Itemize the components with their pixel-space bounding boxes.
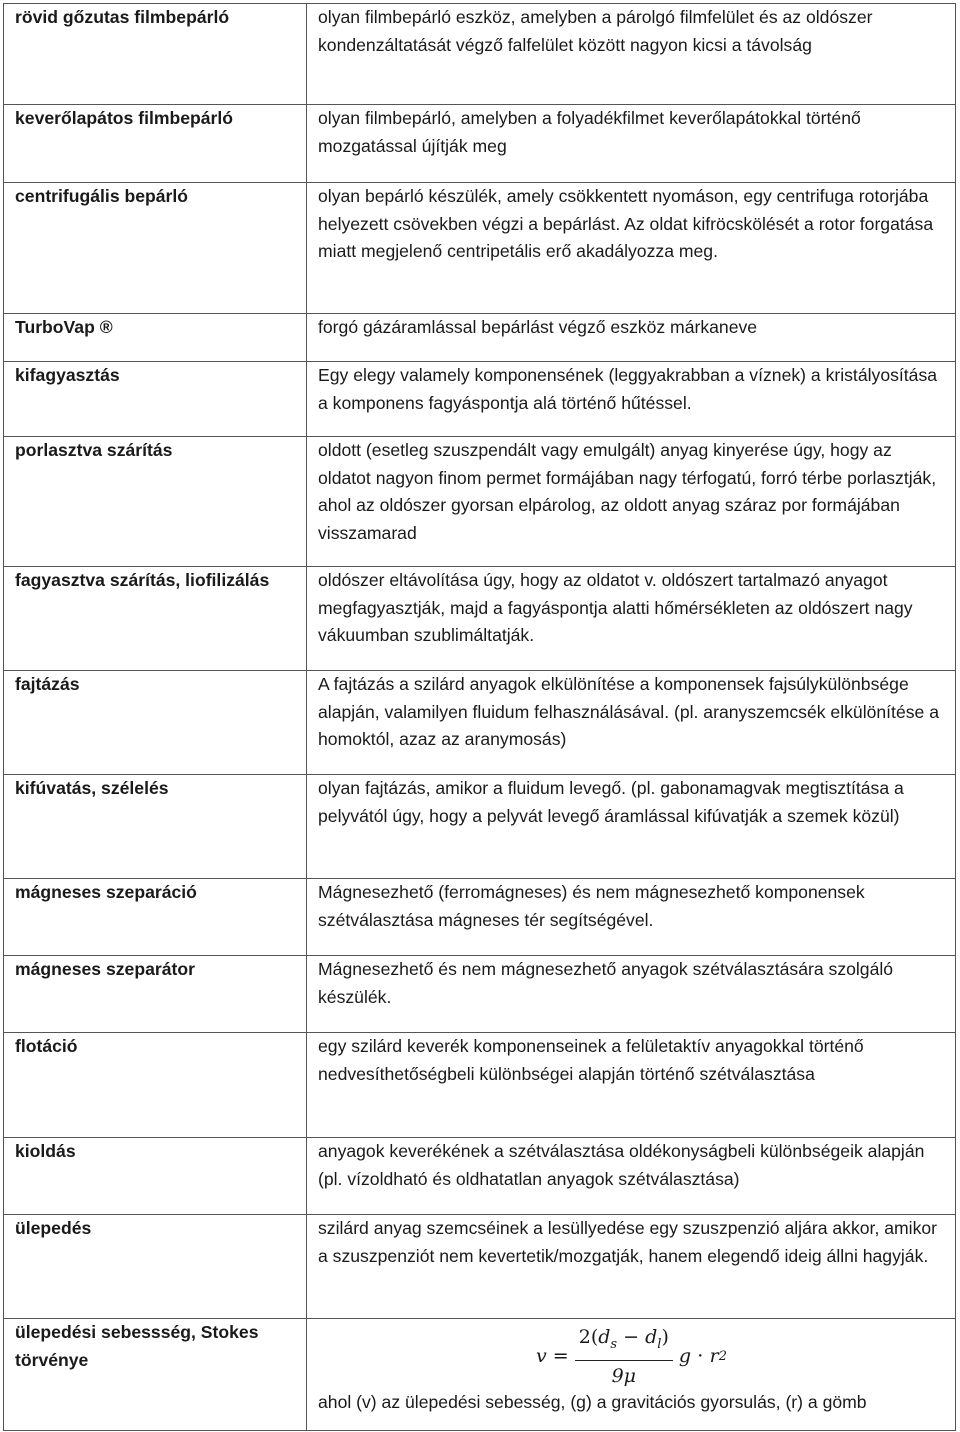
table-row (4, 567, 956, 671)
term-cell: fajtázás (4, 671, 307, 775)
definition-cell: egy szilárd keverék komponenseinek a felületaktív anyagokkal történő nedvesíthetőségbeli különbségei alapján történő szétválasztása (307, 1033, 956, 1138)
term-cell: kifagyasztás (4, 362, 307, 437)
definition-cell: olyan fajtázás, amikor a fluidum levegő. (pl. gabonamagvak megtisztítása a pelyvától úgy, hogy a pelyvát levegő áramlással kifúvatják a szemek közül) (307, 775, 956, 879)
glossary-table (3, 3, 956, 1431)
definition-cell: Mágnesezhető és nem mágnesezhető anyagok szétválasztására szolgáló készülék. (307, 956, 956, 1033)
table-row (4, 437, 956, 567)
table-row (4, 183, 956, 314)
term-cell: mágneses szeparátor (4, 956, 307, 1033)
formula-num-s: s (610, 1336, 618, 1352)
table-row (4, 105, 956, 183)
table-row (4, 1215, 956, 1319)
formula-num-open: 2( (578, 1325, 599, 1348)
table-row (4, 956, 956, 1033)
term-cell: ülepedés (4, 1215, 307, 1319)
formula-lhs: v = (536, 1345, 569, 1368)
definition-cell: A fajtázás a szilárd anyagok elkülönítése a komponensek fajsúlykülönbsége alapján, valamilyen fluidum felhasználásával. (pl. aranyszemcsék elkülönítése a homoktól, azaz az aranymosás) (307, 671, 956, 775)
table-row (4, 4, 956, 105)
definition-cell: anyagok keverékének a szétválasztása oldékonyságbeli különbségeik alapján (pl. vízoldható és oldhatatlan anyagok szétválasztása) (307, 1138, 956, 1215)
term-cell: ülepedési sebessség, Stokes törvénye (4, 1319, 307, 1431)
formula-exponent: 2 (718, 1349, 727, 1365)
formula-numerator (575, 1324, 673, 1361)
definition-cell: olyan filmbepárló eszköz, amelyben a párolgó filmfelület és az oldószer kondenzáltatását végző falfelület között nagyon kicsi a távolság (307, 4, 956, 105)
term-cell: kioldás (4, 1138, 307, 1215)
term-cell: TurboVap ® (4, 314, 307, 362)
formula-fraction (575, 1324, 673, 1391)
definition-cell: oldószer eltávolítása úgy, hogy az oldatot v. oldószert tartalmazó anyagot megfagyasztják, majd a fagyáspontja alatti hőmérsékleten az oldószert nagy vákuumban szublimáltatják. (307, 567, 956, 671)
term-cell: rövid gőzutas filmbepárló (4, 4, 307, 105)
term-cell: centrifugális bepárló (4, 183, 307, 314)
table-row (4, 879, 956, 956)
definition-cell: Mágnesezhető (ferromágneses) és nem mágnesezhető komponensek szétválasztása mágneses tér segítségével. (307, 879, 956, 956)
table-row (4, 1319, 956, 1431)
term-cell: flotáció (4, 1033, 307, 1138)
formula-num-l: l (657, 1336, 662, 1352)
table-row (4, 1033, 956, 1138)
definition-cell (307, 1319, 956, 1431)
table-row (4, 314, 956, 362)
table-row (4, 362, 956, 437)
term-cell: keverőlapátos filmbepárló (4, 105, 307, 183)
table-row (4, 775, 956, 879)
term-cell: fagyasztva szárítás, liofilizálás (4, 567, 307, 671)
term-cell: kifúvatás, szélelés (4, 775, 307, 879)
table-row (4, 671, 956, 775)
definition-cell: szilárd anyag szemcséinek a lesüllyedése egy szuszpenzió aljára akkor, amikor a szuszpenziót nem kevertetik/mozgatják, hanem elegendő ideig állni hagyják. (307, 1215, 956, 1319)
term-cell: porlasztva szárítás (4, 437, 307, 567)
formula-rhs: g ⋅ r (678, 1345, 719, 1368)
table-row (4, 1138, 956, 1215)
stokes-formula (318, 1325, 945, 1389)
term-cell: mágneses szeparáció (4, 879, 307, 956)
definition-text: ahol (v) az ülepedési sebesség, (g) a gravitációs gyorsulás, (r) a gömb (318, 1392, 867, 1412)
definition-cell: olyan bepárló készülék, amely csökkentett nyomáson, egy centrifuga rotorjába helyezett csövekben végzi a bepárlást. Az oldat kifröcskölését a rotor forgatása miatt megjelenő centripetális erő akadályozza meg. (307, 183, 956, 314)
formula-num-minus: − (617, 1325, 646, 1348)
definition-cell: olyan filmbepárló, amelyben a folyadékfilmet keverőlapátokkal történő mozgatással újítják meg (307, 105, 956, 183)
definition-cell: forgó gázáramlással bepárlást végző eszköz márkaneve (307, 314, 956, 362)
formula-num-close: ) (661, 1325, 669, 1348)
formula-denominator: 9μ (611, 1364, 637, 1387)
formula-num-d2: d (645, 1325, 658, 1348)
definition-cell: Egy elegy valamely komponensének (leggyakrabban a víznek) a kristályosítása a komponens fagyáspontja alá történő hűtéssel. (307, 362, 956, 437)
formula-num-d: d (598, 1325, 611, 1348)
definition-cell: oldott (esetleg szuszpendált vagy emulgált) anyag kinyerése úgy, hogy az oldatot nagyon finom permet formájában nagy térfogatú, forró térbe porlasztják, ahol az oldószer gyorsan elpárolog, az oldott anyag száraz por formájában visszamarad (307, 437, 956, 567)
